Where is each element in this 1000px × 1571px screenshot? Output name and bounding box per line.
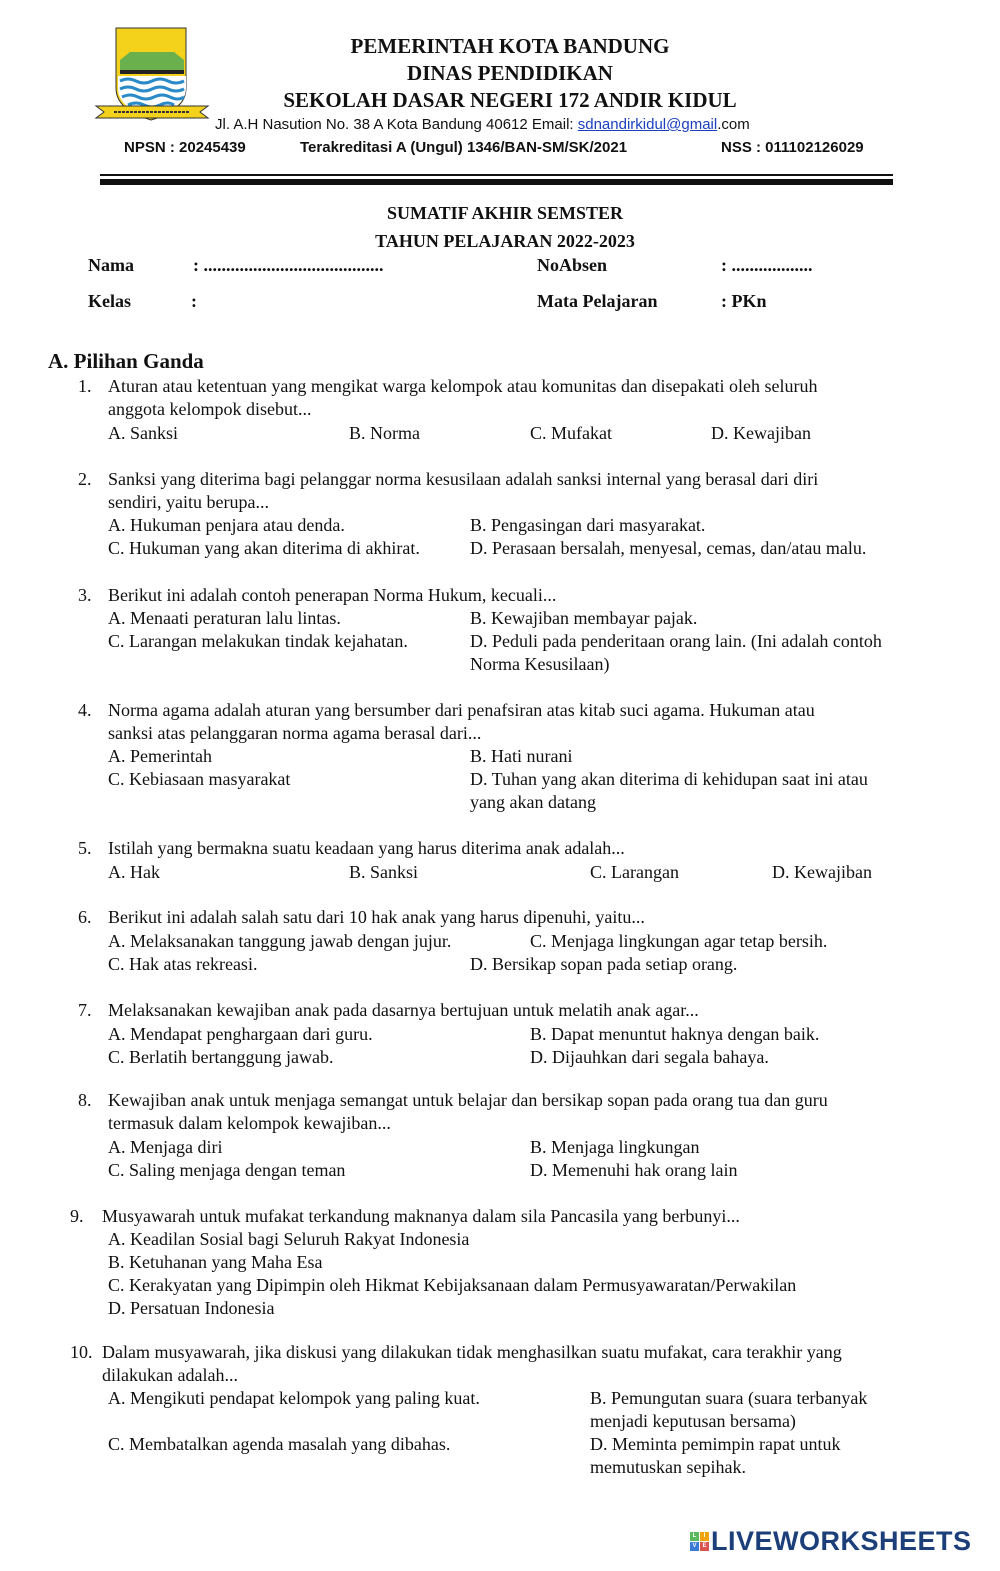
answer-option[interactable]: B. Pemungutan suara (suara terbanyak <box>590 1388 868 1408</box>
answer-option[interactable]: C. Membatalkan agenda masalah yang dibahas. <box>108 1434 451 1454</box>
question-text: dilakukan adalah... <box>102 1365 238 1385</box>
answer-option[interactable]: D. Persatuan Indonesia <box>108 1298 275 1318</box>
question-text: Aturan atau ketentuan yang mengikat warga kelompok atau komunitas dan disepakati oleh seluruh <box>108 376 818 396</box>
answer-option[interactable]: yang akan datang <box>470 792 596 812</box>
answer-option[interactable]: A. Menjaga diri <box>108 1137 223 1157</box>
question-number: 2. <box>78 469 92 489</box>
answer-option[interactable]: B. Norma <box>349 423 420 443</box>
email-suffix: .com <box>717 116 750 133</box>
subject-label: Mata Pelajaran <box>537 291 658 311</box>
answer-option[interactable]: D. Memenuhi hak orang lain <box>530 1160 738 1180</box>
answer-option[interactable]: D. Tuhan yang akan diterima di kehidupan saat ini atau <box>470 769 868 789</box>
section-title: A. Pilihan Ganda <box>48 349 204 373</box>
city-logo <box>94 26 210 126</box>
subject-value: : PKn <box>721 291 767 311</box>
question-text: termasuk dalam kelompok kewajiban... <box>108 1113 391 1133</box>
email-link[interactable]: sdnandirkidul@gmail <box>577 116 718 133</box>
question-text: anggota kelompok disebut... <box>108 399 312 419</box>
liveworksheets-watermark <box>690 1525 972 1557</box>
absence-number-label: NoAbsen <box>537 255 608 275</box>
question-text: sendiri, yaitu berupa... <box>108 492 269 512</box>
question-text: Norma agama adalah aturan yang bersumber dari penafsiran atas kitab suci agama. Hukuman atau <box>108 700 815 720</box>
class-field[interactable]: : <box>191 291 197 311</box>
answer-option[interactable]: D. Bersikap sopan pada setiap orang. <box>470 954 738 974</box>
answer-option[interactable]: C. Menjaga lingkungan agar tetap bersih. <box>530 931 828 951</box>
answer-option[interactable]: C. Hak atas rekreasi. <box>108 954 258 974</box>
answer-option[interactable]: B. Hati nurani <box>470 746 573 766</box>
answer-option[interactable]: D. Dijauhkan dari segala bahaya. <box>530 1047 769 1067</box>
answer-option[interactable]: C. Kebiasaan masyarakat <box>108 769 291 789</box>
header-school-name: SEKOLAH DASAR NEGERI 172 ANDIR KIDUL <box>283 88 737 112</box>
question-text: Berikut ini adalah salah satu dari 10 hak anak yang harus dipenuhi, yaitu... <box>108 907 645 927</box>
question-number: 8. <box>78 1090 92 1110</box>
question-text: Musyawarah untuk mufakat terkandung maknanya dalam sila Pancasila yang berbunyi... <box>102 1206 740 1226</box>
question-text: Sanksi yang diterima bagi pelanggar norma kesusilaan adalah sanksi internal yang berasal dari diri <box>108 469 819 489</box>
npsn: NPSN : 20245439 <box>124 139 246 156</box>
header-divider-thin <box>100 174 893 176</box>
answer-option[interactable]: A. Hukuman penjara atau denda. <box>108 515 345 535</box>
answer-option[interactable]: memutuskan sepihak. <box>590 1457 746 1477</box>
answer-option[interactable]: C. Berlatih bertanggung jawab. <box>108 1047 334 1067</box>
live-badge-icon <box>690 1532 709 1551</box>
answer-option[interactable]: D. Peduli pada penderitaan orang lain. (Ini adalah contoh <box>470 631 882 651</box>
question-number: 10. <box>70 1342 93 1362</box>
answer-option[interactable]: Norma Kesusilaan) <box>470 654 610 674</box>
answer-option[interactable]: D. Kewajiban <box>711 423 811 443</box>
answer-option[interactable]: B. Ketuhanan yang Maha Esa <box>108 1252 323 1272</box>
badge-letter: V <box>690 1542 699 1551</box>
answer-option[interactable]: B. Dapat menuntut haknya dengan baik. <box>530 1024 820 1044</box>
answer-option[interactable]: B. Sanksi <box>349 862 419 882</box>
answer-option[interactable]: A. Menaati peraturan lalu lintas. <box>108 608 341 628</box>
question-text: Kewajiban anak untuk menjaga semangat untuk belajar dan bersikap sopan pada orang tua dan guru <box>108 1090 828 1110</box>
answer-option[interactable]: A. Hak <box>108 862 160 882</box>
header-divider-thick <box>100 179 893 185</box>
answer-option[interactable]: B. Kewajiban membayar pajak. <box>470 608 698 628</box>
question-number: 4. <box>78 700 92 720</box>
answer-option[interactable]: C. Larangan melakukan tindak kejahatan. <box>108 631 408 651</box>
header-address <box>215 116 750 133</box>
answer-option[interactable]: A. Pemerintah <box>108 746 212 766</box>
badge-letter: L <box>690 1532 699 1541</box>
question-text: Istilah yang bermakna suatu keadaan yang harus diterima anak adalah... <box>108 838 625 858</box>
header-department: DINAS PENDIDIKAN <box>407 61 613 85</box>
class-label: Kelas <box>88 291 131 311</box>
academic-year: TAHUN PELAJARAN 2022-2023 <box>375 231 635 251</box>
answer-option[interactable]: A. Melaksanakan tanggung jawab dengan jujur. <box>108 931 452 951</box>
name-field[interactable]: : ........................................ <box>193 255 384 275</box>
answer-option[interactable]: C. Kerakyatan yang Dipimpin oleh Hikmat Kebijaksanaan dalam Permusyawaratan/Perwakilan <box>108 1275 797 1295</box>
answer-option[interactable]: menjadi keputusan bersama) <box>590 1411 796 1431</box>
question-number: 3. <box>78 585 92 605</box>
answer-option[interactable]: B. Menjaga lingkungan <box>530 1137 700 1157</box>
question-number: 5. <box>78 838 92 858</box>
badge-letter: E <box>700 1542 709 1551</box>
question-number: 1. <box>78 376 92 396</box>
watermark-text: LIVEWORKSHEETS <box>711 1526 972 1556</box>
answer-option[interactable]: A. Keadilan Sosial bagi Seluruh Rakyat Indonesia <box>108 1229 470 1249</box>
question-text: sanksi atas pelanggaran norma agama berasal dari... <box>108 723 482 743</box>
answer-option[interactable]: C. Hukuman yang akan diterima di akhirat. <box>108 538 420 558</box>
address-text: Jl. A.H Nasution No. 38 A Kota Bandung 40612 Email: <box>215 116 578 133</box>
absence-number-field[interactable]: : .................. <box>721 255 813 275</box>
header-government: PEMERINTAH KOTA BANDUNG <box>350 34 670 58</box>
answer-option[interactable]: D. Meminta pemimpin rapat untuk <box>590 1434 841 1454</box>
nss: NSS : 011102126029 <box>721 139 864 156</box>
answer-option[interactable]: D. Perasaan bersalah, menyesal, cemas, dan/atau malu. <box>470 538 867 558</box>
answer-option[interactable]: B. Pengasingan dari masyarakat. <box>470 515 706 535</box>
answer-option[interactable]: C. Larangan <box>590 862 679 882</box>
question-number: 9. <box>70 1206 84 1226</box>
accreditation: Terakreditasi A (Ungul) 1346/BAN-SM/SK/2021 <box>300 139 628 156</box>
answer-option[interactable]: C. Mufakat <box>530 423 612 443</box>
question-text: Melaksanakan kewajiban anak pada dasarnya bertujuan untuk melatih anak agar... <box>108 1000 699 1020</box>
answer-option[interactable]: C. Saling menjaga dengan teman <box>108 1160 346 1180</box>
answer-option[interactable]: D. Kewajiban <box>772 862 872 882</box>
name-label: Nama <box>88 255 134 275</box>
exam-title: SUMATIF AKHIR SEMSTER <box>386 203 624 223</box>
answer-option[interactable]: A. Mengikuti pendapat kelompok yang paling kuat. <box>108 1388 480 1408</box>
question-text: Berikut ini adalah contoh penerapan Norma Hukum, kecuali... <box>108 585 557 605</box>
question-number: 6. <box>78 907 92 927</box>
question-text: Dalam musyawarah, jika diskusi yang dilakukan tidak menghasilkan suatu mufakat, cara terakhir yang <box>102 1342 842 1362</box>
answer-option[interactable]: A. Mendapat penghargaan dari guru. <box>108 1024 373 1044</box>
question-number: 7. <box>78 1000 92 1020</box>
answer-option[interactable]: A. Sanksi <box>108 423 179 443</box>
badge-letter: I <box>700 1532 709 1541</box>
